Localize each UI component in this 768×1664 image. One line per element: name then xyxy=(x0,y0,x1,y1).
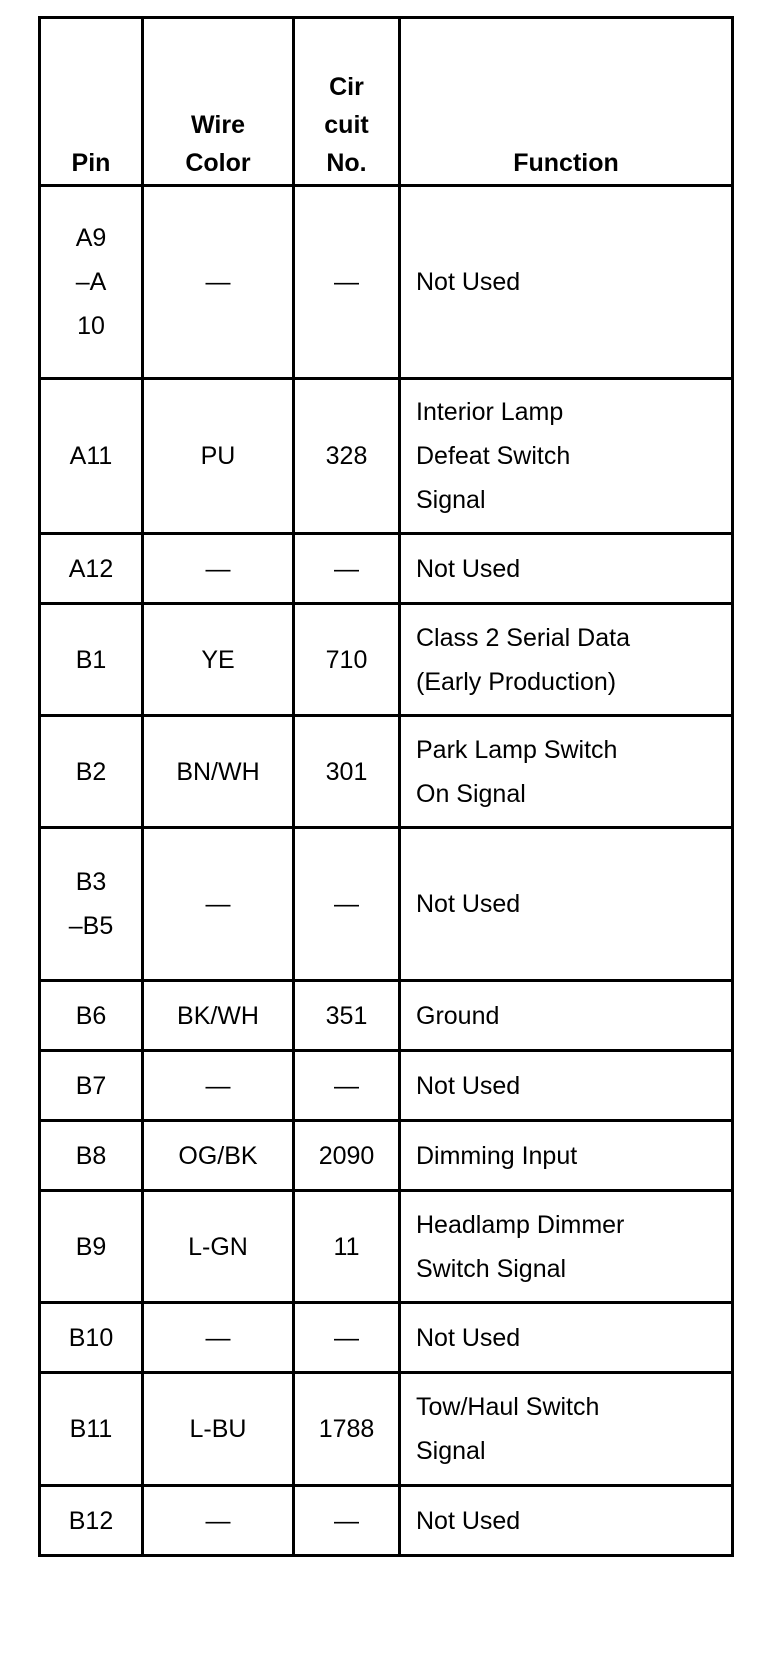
function-cell: Park Lamp Switch On Signal xyxy=(400,716,733,828)
function-cell: Headlamp Dimmer Switch Signal xyxy=(400,1191,733,1303)
circuit-no-cell: — xyxy=(294,1486,400,1556)
function-cell: Not Used xyxy=(400,1486,733,1556)
function-cell: Not Used xyxy=(400,828,733,981)
wire-color-cell: — xyxy=(143,1486,294,1556)
circuit-no-cell: — xyxy=(294,186,400,379)
table-row xyxy=(40,1303,733,1373)
table-row xyxy=(40,379,733,534)
header-row xyxy=(40,18,733,186)
circuit-no-cell: — xyxy=(294,1051,400,1121)
function-cell: Class 2 Serial Data (Early Production) xyxy=(400,604,733,716)
table-row xyxy=(40,1486,733,1556)
function-cell: Interior Lamp Defeat Switch Signal xyxy=(400,379,733,534)
wire-color-cell: — xyxy=(143,1303,294,1373)
circuit-no-cell: — xyxy=(294,828,400,981)
circuit-no-cell: 11 xyxy=(294,1191,400,1303)
connector-pin-table xyxy=(38,16,734,1557)
wire-color-cell: YE xyxy=(143,604,294,716)
pin-cell: A11 xyxy=(40,379,143,534)
table-row xyxy=(40,1051,733,1121)
pin-cell: B11 xyxy=(40,1373,143,1486)
pin-cell: B1 xyxy=(40,604,143,716)
wire-color-cell: — xyxy=(143,828,294,981)
function-cell: Not Used xyxy=(400,1051,733,1121)
table-body xyxy=(40,186,733,1556)
pin-cell: B6 xyxy=(40,981,143,1051)
circuit-no-cell: 710 xyxy=(294,604,400,716)
circuit-no-cell: 2090 xyxy=(294,1121,400,1191)
wire-color-cell: BN/WH xyxy=(143,716,294,828)
pin-cell: A9 –A 10 xyxy=(40,186,143,379)
table-row xyxy=(40,534,733,604)
pin-cell: B10 xyxy=(40,1303,143,1373)
wire-color-cell: OG/BK xyxy=(143,1121,294,1191)
table-row xyxy=(40,186,733,379)
table-row xyxy=(40,828,733,981)
pin-cell: B8 xyxy=(40,1121,143,1191)
table-row xyxy=(40,716,733,828)
table-row xyxy=(40,604,733,716)
header-pin: Pin xyxy=(40,18,143,186)
circuit-no-cell: 301 xyxy=(294,716,400,828)
wire-color-cell: L-GN xyxy=(143,1191,294,1303)
wire-color-cell: L-BU xyxy=(143,1373,294,1486)
pin-cell: B9 xyxy=(40,1191,143,1303)
pin-cell: B2 xyxy=(40,716,143,828)
pin-cell: B7 xyxy=(40,1051,143,1121)
wire-color-cell: — xyxy=(143,186,294,379)
table-row xyxy=(40,1373,733,1486)
wire-color-cell: PU xyxy=(143,379,294,534)
header-function: Function xyxy=(400,18,733,186)
header-circuit-no: Cir cuit No. xyxy=(294,18,400,186)
pin-cell: B12 xyxy=(40,1486,143,1556)
function-cell: Not Used xyxy=(400,1303,733,1373)
circuit-no-cell: — xyxy=(294,534,400,604)
circuit-no-cell: 351 xyxy=(294,981,400,1051)
function-cell: Tow/Haul Switch Signal xyxy=(400,1373,733,1486)
table-row xyxy=(40,981,733,1051)
wire-color-cell: — xyxy=(143,1051,294,1121)
function-cell: Not Used xyxy=(400,186,733,379)
function-cell: Ground xyxy=(400,981,733,1051)
table-row xyxy=(40,1191,733,1303)
header-wire-color: Wire Color xyxy=(143,18,294,186)
circuit-no-cell: 328 xyxy=(294,379,400,534)
circuit-no-cell: 1788 xyxy=(294,1373,400,1486)
circuit-no-cell: — xyxy=(294,1303,400,1373)
wire-color-cell: — xyxy=(143,534,294,604)
pin-cell: A12 xyxy=(40,534,143,604)
pin-cell: B3 –B5 xyxy=(40,828,143,981)
function-cell: Not Used xyxy=(400,534,733,604)
function-cell: Dimming Input xyxy=(400,1121,733,1191)
table-row xyxy=(40,1121,733,1191)
wire-color-cell: BK/WH xyxy=(143,981,294,1051)
